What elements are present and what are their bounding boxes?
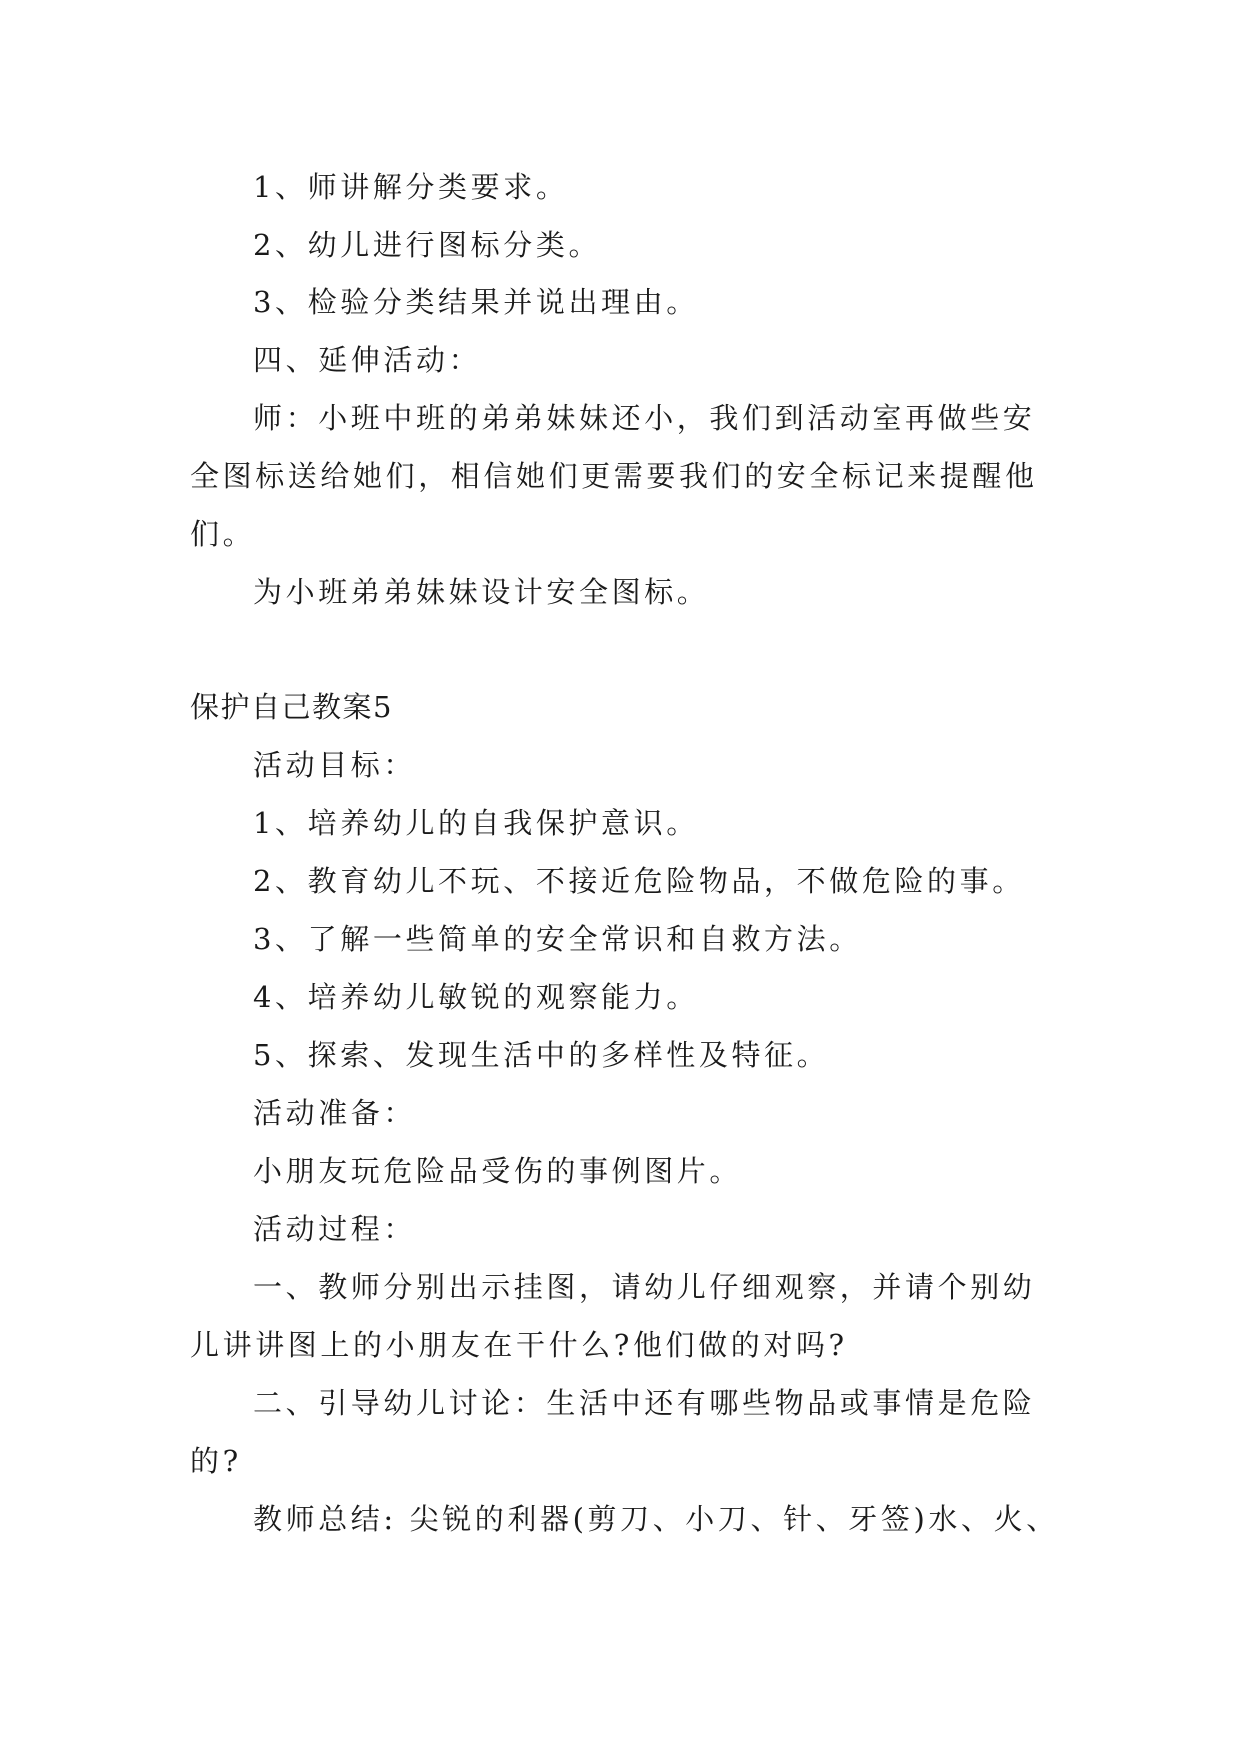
paragraph-continuation: 们。 [190,517,256,551]
paragraph: 3、了解一些简单的安全常识和自救方法。 [253,922,862,956]
paragraph: 四、延伸活动： [253,343,482,377]
paragraph: 1、师讲解分类要求。 [253,170,569,204]
paragraph-continuation: 的? [190,1444,242,1478]
paragraph: 1、培养幼儿的自我保护意识。 [253,806,699,840]
paragraph: 为小班弟弟妹妹设计安全图标。 [253,575,710,609]
paragraph-continuation: 全图标送给她们，相信她们更需要我们的安全标记来提醒他 [190,459,1038,493]
paragraph: 小朋友玩危险品受伤的事例图片。 [253,1154,743,1188]
paragraph: 师：小班中班的弟弟妹妹还小，我们到活动室再做些安 [253,401,1036,435]
paragraph: 活动目标： [253,748,417,782]
paragraph: 教师总结: 尖锐的利器(剪刀、小刀、针、牙签)水、火、 [253,1502,1059,1536]
paragraph: 2、教育幼儿不玩、不接近危险物品，不做危险的事。 [253,864,1025,898]
paragraph: 4、培养幼儿敏锐的观察能力。 [253,980,699,1014]
paragraph: 活动过程： [253,1212,417,1246]
paragraph: 二、引导幼儿讨论：生活中还有哪些物品或事情是危险 [253,1386,1036,1420]
paragraph: 2、幼儿进行图标分类。 [253,228,602,262]
paragraph: 活动准备： [253,1096,417,1130]
paragraph: 3、检验分类结果并说出理由。 [253,285,699,319]
paragraph-continuation: 儿讲讲图上的小朋友在干什么?他们做的对吗? [190,1328,848,1362]
section-title: 保护自己教案5 [190,690,393,724]
paragraph: 一、教师分别出示挂图，请幼儿仔细观察，并请个别幼 [253,1270,1036,1304]
paragraph: 5、探索、发现生活中的多样性及特征。 [253,1038,830,1072]
